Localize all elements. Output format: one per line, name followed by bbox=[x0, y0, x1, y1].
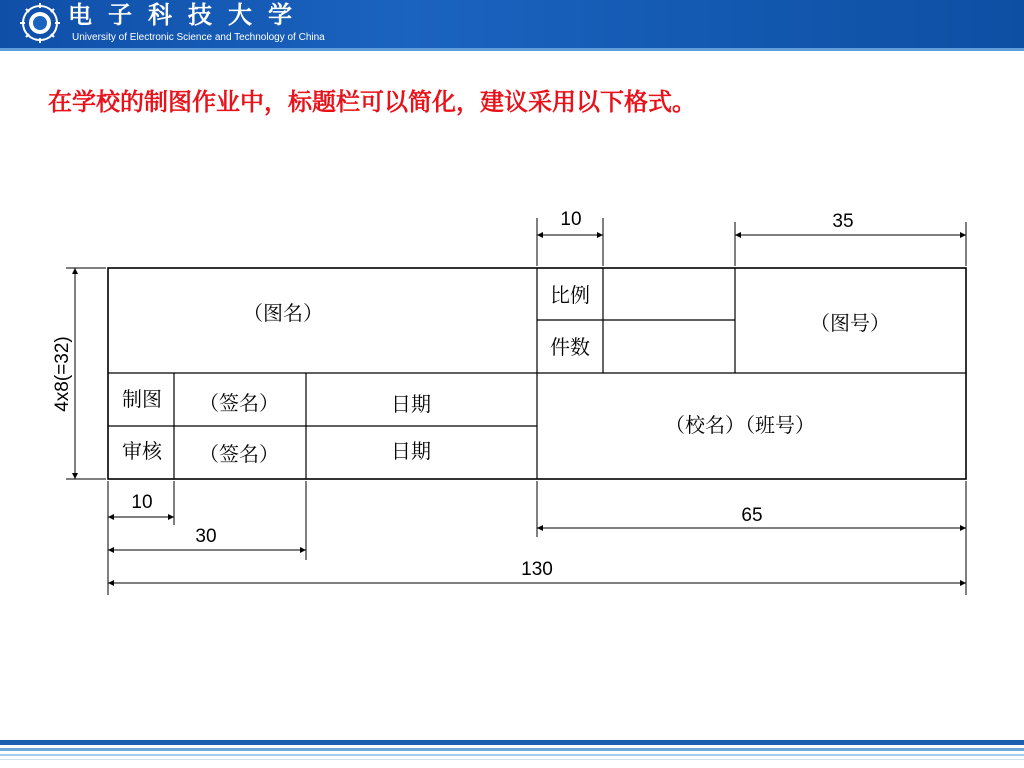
signature-cell: （签名） bbox=[199, 442, 279, 466]
footer-stripe bbox=[0, 754, 1024, 756]
drafter-label: 制图 bbox=[122, 387, 162, 411]
signature-cell: （签名） bbox=[199, 391, 279, 415]
checker-label: 审核 bbox=[122, 439, 162, 463]
school-class-cell: （校名）（班号） bbox=[665, 413, 815, 437]
quantity-label: 件数 bbox=[550, 335, 590, 359]
footer-stripe bbox=[0, 748, 1024, 751]
university-name-en: University of Electronic Science and Technology of China bbox=[72, 32, 325, 43]
date-cell: 日期 bbox=[391, 439, 431, 463]
date-cell: 日期 bbox=[391, 392, 431, 416]
drawing-number-cell: （图号） bbox=[810, 311, 890, 335]
dimension-height: 4x8(=32) bbox=[52, 336, 73, 412]
dimension-bottom-10: 10 bbox=[131, 492, 153, 513]
dimension-total-130: 130 bbox=[521, 559, 553, 580]
scale-label: 比例 bbox=[550, 283, 590, 307]
footer-stripe bbox=[0, 740, 1024, 745]
university-name-cn: 电子科技大学 bbox=[68, 0, 308, 29]
footer-stripes bbox=[0, 740, 1024, 768]
dimension-top-35: 35 bbox=[832, 211, 854, 232]
dimension-bottom-65: 65 bbox=[741, 505, 763, 526]
dimension-top-10: 10 bbox=[560, 209, 582, 230]
slide-title: 在学校的制图作业中，标题栏可以简化，建议采用以下格式。 bbox=[48, 88, 696, 116]
footer-stripe bbox=[0, 759, 1024, 760]
dimension-bottom-30: 30 bbox=[195, 526, 217, 547]
drawing-name-cell: （图名） bbox=[243, 301, 323, 325]
